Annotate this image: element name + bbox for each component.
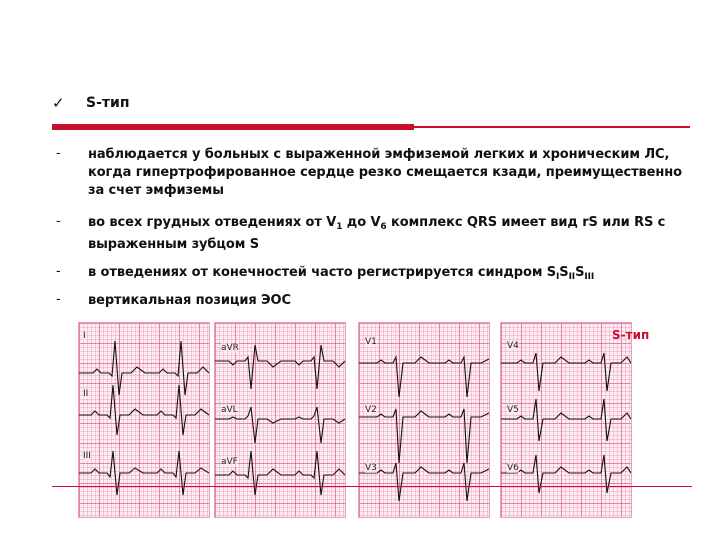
slide-title: S-тип: [86, 95, 130, 111]
ecg-panel-chest-leads-v1-v3: [358, 322, 490, 518]
lead-label: I: [83, 331, 86, 341]
bullet-dash: -: [56, 214, 61, 229]
lead-label: V6: [507, 463, 519, 473]
lead-label: III: [83, 451, 91, 461]
ecg-trace-V3: [359, 463, 489, 501]
bottom-accent-line: [52, 486, 692, 487]
ecg-trace-III: [79, 451, 209, 495]
lead-label: aVR: [221, 343, 239, 353]
ecg-type-label: S-тип: [612, 328, 650, 342]
ecg-trace-I: [79, 341, 209, 395]
title-underline-line: [414, 126, 690, 128]
lead-label: V5: [507, 405, 519, 415]
lead-label: II: [83, 389, 89, 399]
bullet-dash: -: [56, 264, 61, 279]
ecg-trace-V4: [501, 353, 631, 391]
ecg-panel-chest-leads-v4-v6: [500, 322, 632, 518]
bullet-text: наблюдается у больных с выраженной эмфиземой легких и хроническим ЛС, когда гипертрофированное сердце резко смещается кзади, преимущественно за счет эмфиземы: [88, 147, 682, 198]
ecg-traces: [501, 323, 631, 517]
bullet-text: во всех грудных отведениях от $V_1$ до $V_6$ комплекс QRS имеет вид rS или RS с выраженным зубцом S: [88, 215, 666, 252]
ecg-trace-V6: [501, 455, 631, 493]
ecg-traces: [359, 323, 489, 517]
bullet-text: в отведениях от конечностей часто регистрируется синдром $S_IS_{II}S_{III}$: [88, 265, 595, 282]
checkmark-icon: ✓: [52, 94, 65, 112]
bullet-text: вертикальная позиция ЭОС: [88, 293, 291, 308]
ecg-panel-augmented-leads: [214, 322, 346, 518]
ecg-traces: [79, 323, 209, 517]
lead-label: V2: [365, 405, 377, 415]
ecg-panel-limb-leads: [78, 322, 210, 518]
lead-label: V3: [365, 463, 377, 473]
ecg-trace-II: [79, 385, 209, 435]
ecg-trace-V1: [359, 357, 489, 397]
lead-label: V4: [507, 341, 519, 351]
bullet-dash: -: [56, 146, 61, 161]
ecg-trace-V2: [359, 409, 489, 463]
bullet-dash: -: [56, 292, 61, 307]
ecg-trace-V5: [501, 399, 631, 441]
lead-label: V1: [365, 337, 377, 347]
lead-label: aVL: [221, 405, 238, 415]
lead-label: aVF: [221, 457, 238, 467]
title-underline-bar: [52, 124, 414, 130]
